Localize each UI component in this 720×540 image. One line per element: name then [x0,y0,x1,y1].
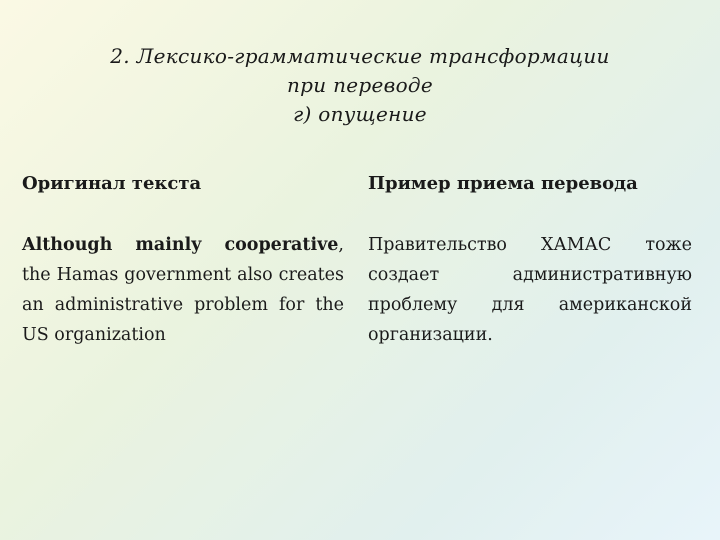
title-line-2: при переводе [286,73,434,97]
original-text-bold: Although mainly cooperative [22,235,339,255]
translation-text: Правительство ХАМАС тоже создает административную проблему для американской организации. [368,235,692,345]
slide-title [40,42,680,129]
translation-column-header: Пример приема перевода [368,173,638,194]
original-column-header: Оригинал текста [22,173,202,194]
original-text [22,230,344,350]
title-line-1: 2. Лексико-грамматические трансформации [110,44,610,68]
title-line-3: г) опущение [293,102,427,126]
original-text-rest: , the Hamas government also creates an administrative problem for the US organization [22,235,344,345]
